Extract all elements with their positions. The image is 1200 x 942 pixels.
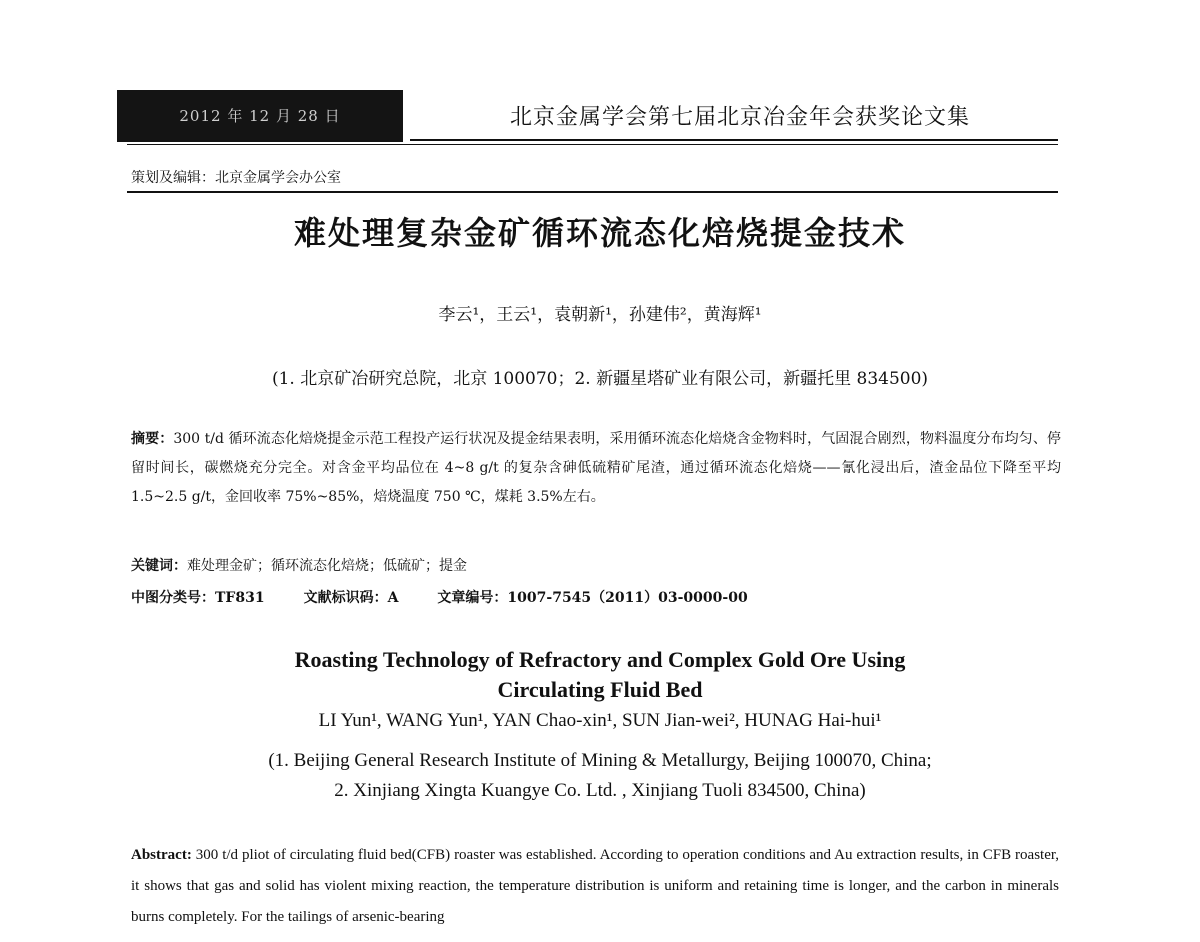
affiliation-en-line1: (1. Beijing General Research Institute of Mining & Metallurgy, Beijing 100070, China; (268, 750, 932, 771)
classification-line: 中图分类号：TF831 文献标识码：A 文章编号：1007-7545（2011）03-0000-00 (131, 590, 748, 606)
abstract-cn-text: 300 t/d 循环流态化焙烧提金示范工程投产运行状况及提金结果表明，采用循环流态化焙烧含金物料时，气固混合剧烈，物料温度分布均匀、停留时间长，碳燃烧充分完全。对含金平均品位在 4~8 g/t 的复杂含砷低硫精矿尾渣，通过循环流态化焙烧——氰化浸出后，渣金品位下降至平均 1.5~2.5 g/t，金回收率 75%~85%，焙烧温度 750 ℃，煤耗 3.5%左右。 (131, 431, 1061, 505)
keywords-cn (131, 555, 467, 575)
abstract-cn (131, 425, 1061, 512)
abstract-en-label: Abstract: (131, 847, 192, 863)
paper-title-en (0, 645, 1200, 705)
abstract-cn-label: 摘要： (131, 431, 174, 447)
paper-title-en-line2: Circulating Fluid Bed (497, 677, 703, 702)
abstract-en (131, 840, 1059, 933)
header-rule (410, 139, 1058, 141)
editor-credit: 策划及编辑：北京金属学会办公室 (131, 170, 341, 186)
paper-title-en-line1: Roasting Technology of Refractory and Complex Gold Ore Using (294, 647, 906, 672)
keywords-cn-label: 关键词： (131, 558, 187, 574)
header-rule-thin (127, 144, 1058, 145)
editor-rule (127, 191, 1058, 193)
keywords-cn-text: 难处理金矿；循环流态化焙烧；低硫矿；提金 (187, 558, 467, 574)
affiliation-cn: (1. 北京矿冶研究总院，北京 100070；2. 新疆星塔矿业有限公司，新疆托里 834500) (271, 369, 929, 389)
affiliation-en (0, 746, 1200, 806)
date-banner: 2012 年 12 月 28 日 (117, 90, 403, 142)
abstract-en-text: 300 t/d pliot of circulating fluid bed(CFB) roaster was established. According to operation conditions and Au extraction results, in CFB roaster, it shows that gas and solid has violent mixing reaction, the temperature distribution is uniform and retaining time is longer, and the carbon in minerals burns completely. For the tailings of arsenic-bearing (131, 847, 1059, 925)
paper-title-cn: 难处理复杂金矿循环流态化焙烧提金技术 (293, 214, 906, 252)
journal-title: 北京金属学会第七届北京冶金年会获奖论文集 (509, 105, 970, 130)
affiliation-en-line2: 2. Xinjiang Xingta Kuangye Co. Ltd. , Xinjiang Tuoli 834500, China) (334, 780, 866, 801)
authors-en: LI Yun¹, WANG Yun¹, YAN Chao-xin¹, SUN Jian-wei², HUNAG Hai-hui¹ (318, 710, 882, 731)
authors-cn: 李云¹，王云¹，袁朝新¹，孙建伟²，黄海辉¹ (438, 305, 762, 325)
